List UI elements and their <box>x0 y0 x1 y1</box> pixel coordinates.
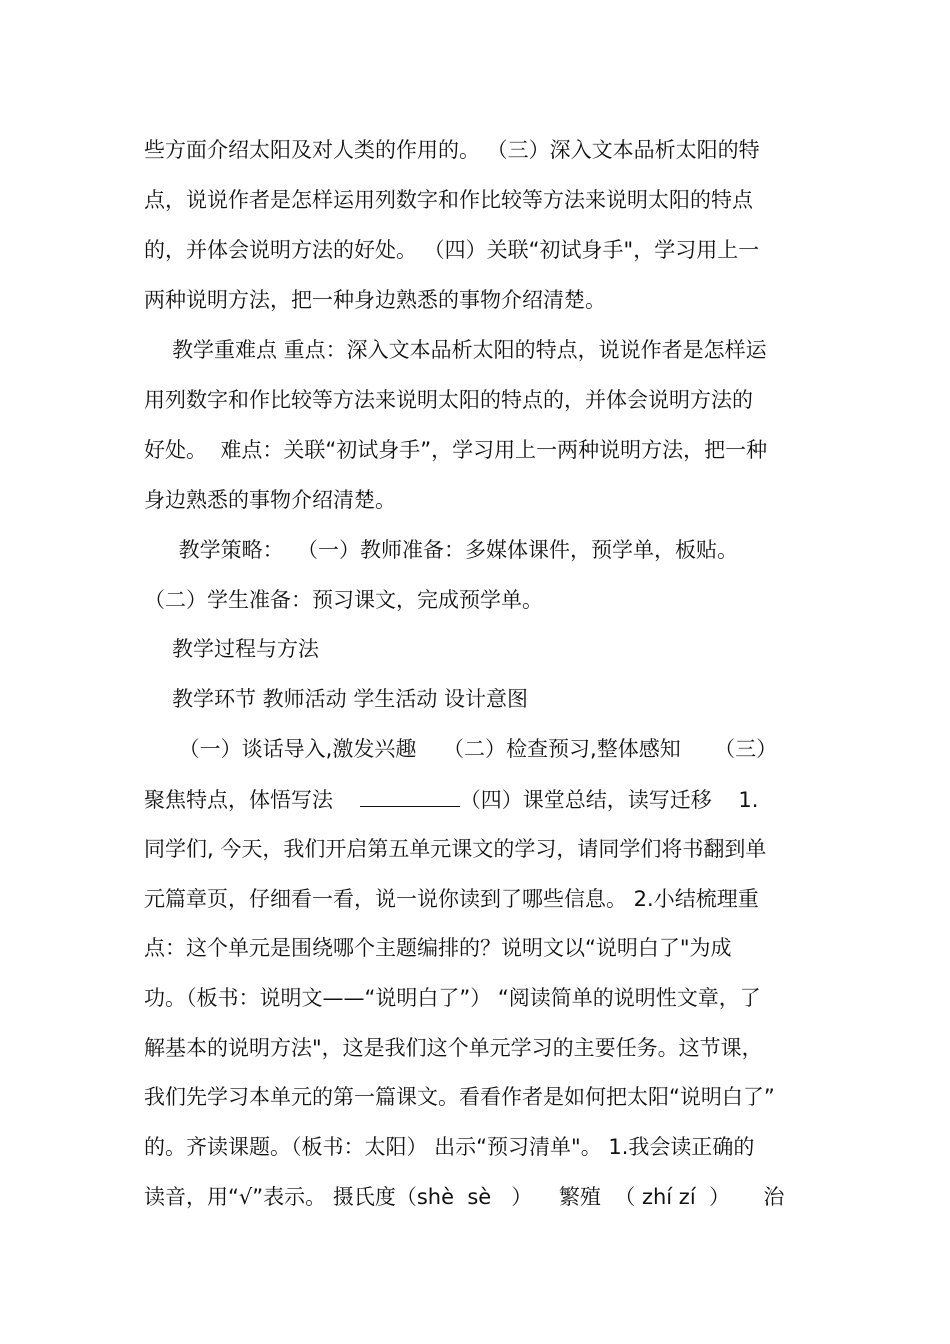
text-line-11: 教学过程与方法 <box>172 637 319 661</box>
text-line-9: 教学策略： （一）教师准备：多媒体课件，预学单，板贴。 <box>172 538 739 562</box>
text-line-5: 教学重难点 重点：深入文本品析太阳的特点，说说作者是怎样运 <box>172 338 767 362</box>
text-line-19: 解基本的说明方法"，这是我们这个单元学习的主要任务。这节课， <box>144 1036 763 1060</box>
text-line-13: （一）谈话导入,激发兴趣 （二）检查预习,整体感知 （三） <box>172 737 778 761</box>
text-line-17: 点：这个单元是围绕哪个主题编排的？说明文以“说明白了"为成 <box>144 936 732 960</box>
text-line-14 <box>144 784 758 815</box>
text-line-16: 元篇章页，仔细看一看，说一说你读到了哪些信息。 2.小结梳理重 <box>144 887 759 911</box>
text-line-4: 两种说明方法，把一种身边熟悉的事物介绍清楚。 <box>144 288 606 312</box>
text-line-6: 用列数字和作比较等方法来说明太阳的特点的，并体会说明方法的 <box>144 388 753 412</box>
text-line-12: 教学环节 教师活动 学生活动 设计意图 <box>172 687 529 711</box>
text-line-14-prefix: 聚焦特点，体悟写法 <box>144 788 360 812</box>
text-line-14-suffix: （四）课堂总结，读写迁移 1. <box>459 788 759 812</box>
blank-underline <box>360 784 460 807</box>
text-line-10: （二）学生准备：预习课文，完成预学单。 <box>144 588 543 612</box>
text-line-21: 的。齐读课题。（板书：太阳） 出示“预习清单"。 1.我会读正确的 <box>144 1135 755 1159</box>
text-line-22: 读音，用“√”表示。 摄氏度（shè sè ） 繁殖 （ zhí zí ） 治 <box>144 1185 785 1209</box>
text-line-8: 身边熟悉的事物介绍清楚。 <box>144 488 396 512</box>
text-line-7: 好处。 难点：关联“初试身手”，学习用上一两种说明方法，把一种 <box>144 438 768 462</box>
text-line-20: 我们先学习本单元的第一篇课文。看看作者是如何把太阳“说明白了” <box>144 1085 775 1109</box>
text-line-15: 同学们, 今天，我们开启第五单元课文的学习，请同学们将书翻到单 <box>144 837 767 861</box>
text-line-3: 的，并体会说明方法的好处。 （四）关联“初试身手"，学习用上一 <box>144 238 760 262</box>
text-line-1: 些方面介绍太阳及对人类的作用的。 （三）深入文本品析太阳的特 <box>144 138 760 162</box>
text-line-18: 功。（板书：说明文——“说明白了”） “阅读简单的说明性文章，了 <box>144 986 761 1010</box>
text-line-2: 点，说说作者是怎样运用列数字和作比较等方法来说明太阳的特点 <box>144 188 753 212</box>
